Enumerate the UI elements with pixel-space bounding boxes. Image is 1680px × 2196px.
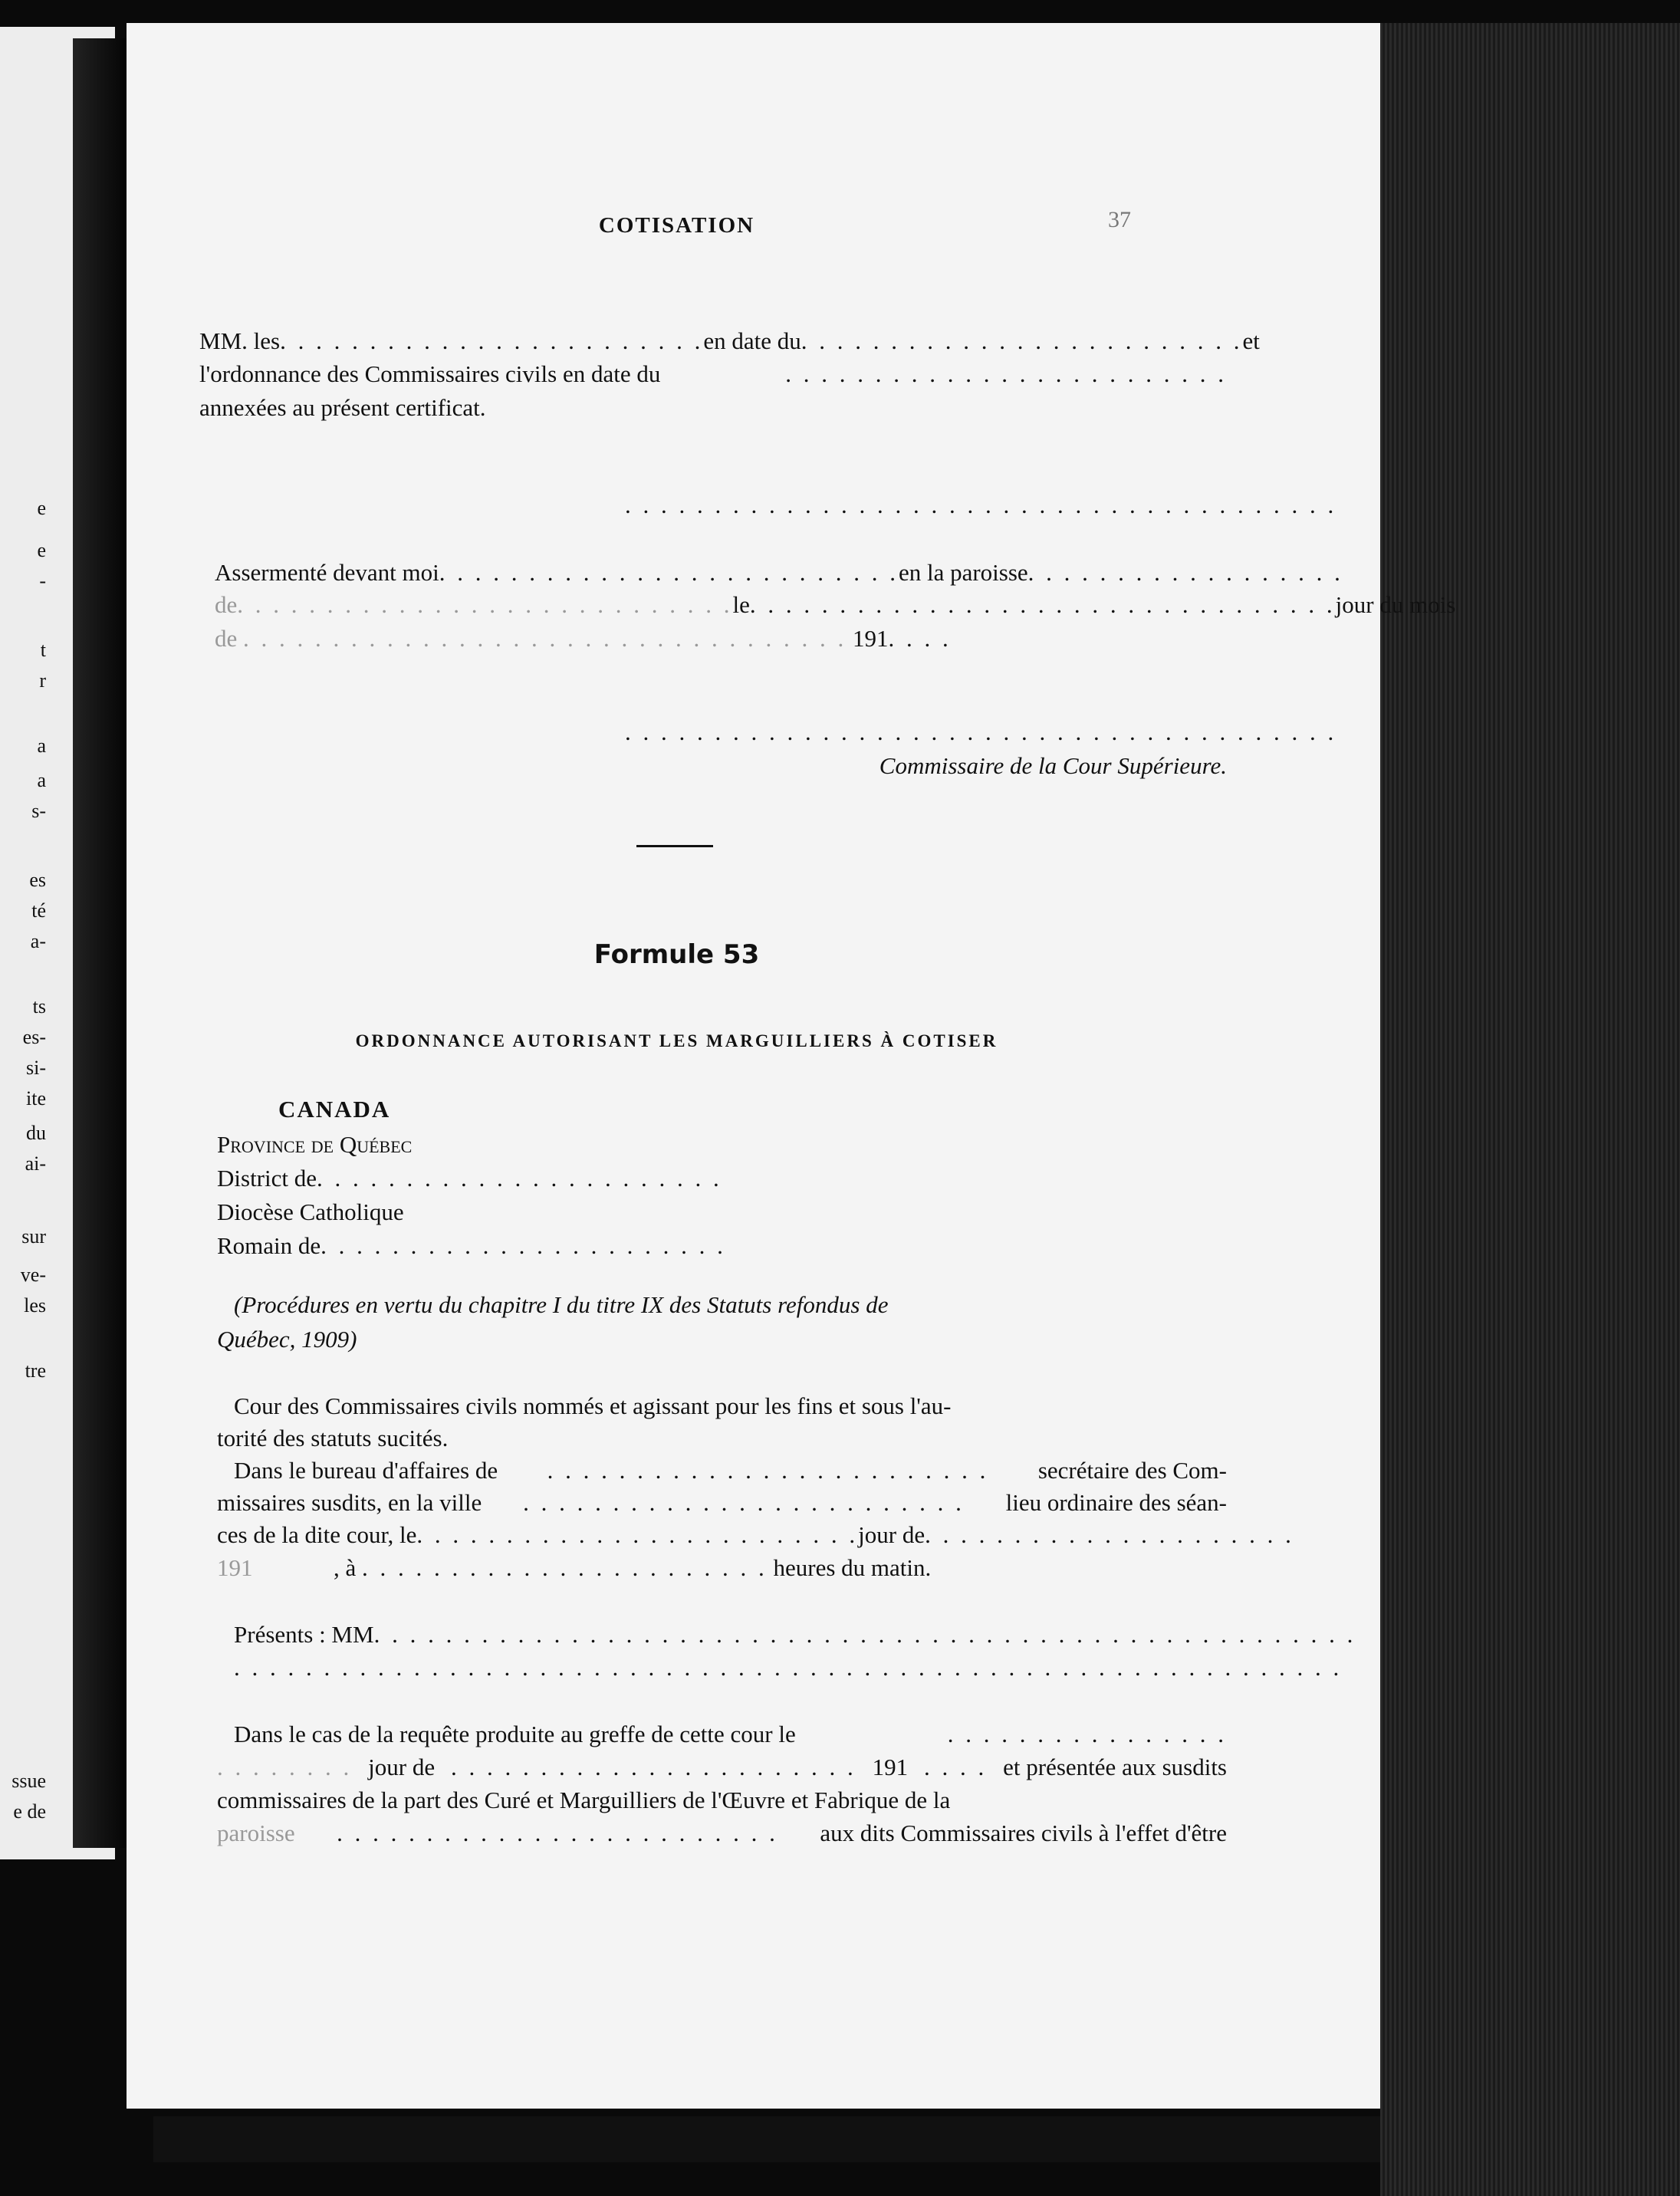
left-page-fragment: a bbox=[37, 735, 46, 757]
left-page-fragment: té bbox=[31, 899, 46, 922]
left-page-fragment: les bbox=[24, 1294, 46, 1317]
left-page-fragment: es bbox=[29, 869, 46, 891]
left-page-fragment: ai- bbox=[25, 1152, 46, 1175]
form-subtitle: ORDONNANCE AUTORISANT LES MARGUILLIERS À COTISER bbox=[355, 1031, 998, 1050]
bottom-shadow bbox=[153, 2116, 1380, 2162]
procedures-line-2: Québec, 1909) bbox=[217, 1326, 357, 1353]
left-page-fragment: tre bbox=[25, 1359, 46, 1382]
book-gutter bbox=[73, 38, 134, 1848]
missaires-line: missaires susdits, en la ville . . . . . . . . . . . . . . . . . . . . . . . . . lieu ordinaire des séan- bbox=[217, 1489, 1227, 1516]
form-title: Formule 53 bbox=[593, 939, 760, 970]
sworn-line-3: de . . . . . . . . . . . . . . . . . . . . . . . . . . . . . . . . . . 191. . . . bbox=[215, 625, 952, 652]
left-page-fragment: - bbox=[39, 570, 46, 592]
left-page-fragment: si- bbox=[26, 1057, 46, 1079]
diocese-line: Diocèse Catholique bbox=[217, 1198, 404, 1225]
requete-line-4: paroisse . . . . . . . . . . . . . . . . . . . . . . . . . aux dits Commissaires civils à l'effet d'être bbox=[217, 1820, 1227, 1846]
left-page-fragment: ve- bbox=[20, 1264, 46, 1286]
left-page-fragment: es- bbox=[22, 1026, 46, 1048]
province-line: Province de Québec bbox=[217, 1131, 413, 1158]
district-line: District de. . . . . . . . . . . . . . . . . . . . . . . bbox=[217, 1165, 722, 1192]
running-title: COTISATION bbox=[598, 213, 755, 238]
left-page-fragment: a- bbox=[30, 930, 46, 952]
left-page-fragment: e bbox=[37, 497, 46, 519]
signature-line-1: . . . . . . . . . . . . . . . . . . . . . . . . . . . . . . . . . . . . . . . . bbox=[625, 491, 1337, 518]
left-page-fragment: s- bbox=[31, 800, 46, 822]
left-page-fragment: r bbox=[39, 669, 46, 692]
requete-line-1: Dans le cas de la requête produite au greffe de cette cour le . . . . . . . . . . . . . . . . bbox=[234, 1721, 1227, 1747]
page-number: 37 bbox=[1108, 207, 1131, 232]
romain-line: Romain de. . . . . . . . . . . . . . . . . . . . . . . bbox=[217, 1232, 726, 1259]
cour-line-1: Cour des Commissaires civils nommés et agissant pour les fins et sous l'au- bbox=[234, 1392, 952, 1419]
left-page-fragment: t bbox=[40, 639, 46, 661]
left-page-fragment: a bbox=[37, 769, 46, 791]
commissioner-title: Commissaire de la Cour Supérieure. bbox=[879, 752, 1227, 779]
left-page-fragment: du bbox=[26, 1122, 46, 1144]
bureau-line: Dans le bureau d'affaires de . . . . . . . . . . . . . . . . . . . . . . . . . secrétaire des Com- bbox=[234, 1457, 1227, 1484]
heures-line: 191 , à . . . . . . . . . . . . . . . . . . . . . . . heures du matin. bbox=[217, 1554, 932, 1581]
requete-line-3: commissaires de la part des Curé et Marguilliers de l'Œuvre et Fabrique de la bbox=[217, 1787, 951, 1813]
certificate-line-2: l'ordonnance des Commissaires civils en date du . . . . . . . . . . . . . . . . . . . . . . . . . bbox=[199, 360, 1227, 387]
certificate-line-3: annexées au présent certificat. bbox=[199, 394, 486, 421]
seances-line: ces de la dite cour, le . . . . . . . . . . . . . . . . . . . . . . . . . jour de . . . . . . . . . . . . . . . . . . . . . bbox=[217, 1521, 1294, 1548]
presents-line: Présents : MM . . . . . . . . . . . . . . . . . . . . . . . . . . . . . . . . . . . . . . . . . . . . . . . . . . . . . . . bbox=[234, 1621, 1356, 1648]
certificate-line-1: MM. les . . . . . . . . . . . . . . . . . . . . . . . . en date du . . . . . . . . . . . . . . . . . . . . . . . . . et bbox=[199, 327, 1260, 354]
signature-line-2: . . . . . . . . . . . . . . . . . . . . . . . . . . . . . . . . . . . . . . . . bbox=[625, 718, 1337, 745]
cour-line-2: torité des statuts sucités. bbox=[217, 1425, 449, 1451]
left-page-fragment: ts bbox=[32, 995, 46, 1017]
left-page-fragment: e bbox=[37, 539, 46, 561]
requete-line-2: . . . . . . . . jour de . . . . . . . . . . . . . . . . . . . . . . . 191 . . . . et présentée aux susdits bbox=[217, 1754, 1227, 1780]
procedures-line-1: (Procédures en vertu du chapitre I du titre IX des Statuts refondus de bbox=[234, 1291, 889, 1318]
left-page-fragment: sur bbox=[21, 1225, 46, 1248]
section-divider bbox=[636, 845, 713, 847]
left-page-fragment: ite bbox=[26, 1087, 46, 1110]
left-page-fragment: ssue bbox=[12, 1770, 46, 1792]
sworn-line-2: de . . . . . . . . . . . . . . . . . . . . . . . . . . . . le . . . . . . . . . . . . . . . . . . . . . . . . . . . . . . . . . jour du mois bbox=[215, 591, 1456, 618]
canada-heading: CANADA bbox=[278, 1096, 391, 1123]
book-edge bbox=[1380, 23, 1680, 2196]
sworn-line-1: Assermenté devant moi . . . . . . . . . . . . . . . . . . . . . . . . . . en la paroisse . . . . . . . . . . . . . . . . . . bbox=[215, 559, 1343, 586]
document-page bbox=[127, 23, 1456, 2109]
presents-continuation: . . . . . . . . . . . . . . . . . . . . . . . . . . . . . . . . . . . . . . . . . . . . . . . . . . . . . . . . . . . . . . bbox=[234, 1654, 1343, 1681]
left-page-fragment: e de bbox=[13, 1800, 46, 1823]
